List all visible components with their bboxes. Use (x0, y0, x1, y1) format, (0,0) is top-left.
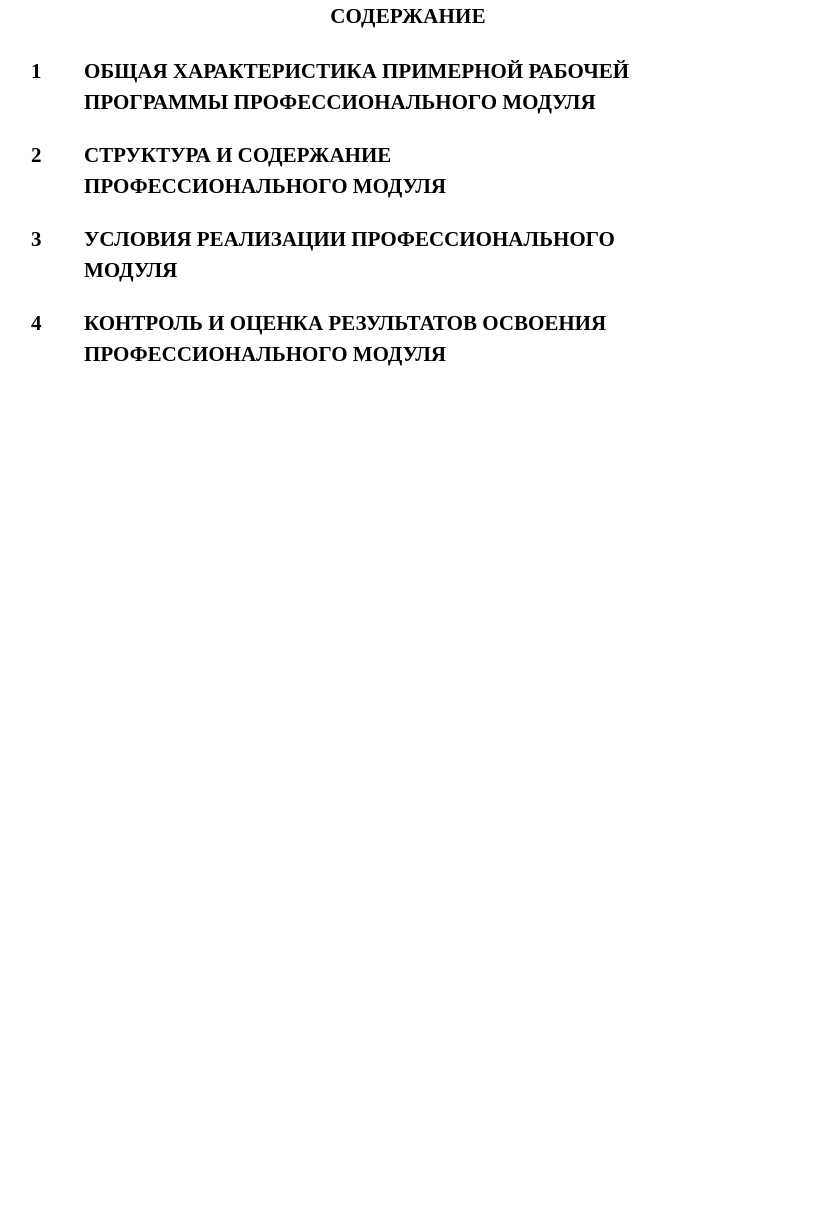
toc-item-title-line: КОНТРОЛЬ И ОЦЕНКА РЕЗУЛЬТАТОВ ОСВОЕНИЯ (84, 311, 607, 335)
toc-item-title (84, 140, 744, 202)
page-title: СОДЕРЖАНИЕ (330, 4, 486, 28)
table-of-contents (0, 56, 816, 392)
toc-item-number: 2 (31, 143, 42, 167)
toc-item-title (84, 56, 744, 118)
toc-item-number: 4 (31, 311, 42, 335)
toc-item (0, 56, 816, 140)
toc-item-number: 1 (31, 59, 42, 83)
toc-item-title-line: МОДУЛЯ (84, 258, 178, 282)
toc-item-number: 3 (31, 227, 42, 251)
toc-item (0, 224, 816, 308)
toc-item-title-line: УСЛОВИЯ РЕАЛИЗАЦИИ ПРОФЕССИОНАЛЬНОГО (84, 227, 615, 251)
toc-item-title-line: СТРУКТУРА И СОДЕРЖАНИЕ (84, 143, 392, 167)
toc-item-title (84, 224, 744, 286)
toc-item-title-line: ПРОФЕССИОНАЛЬНОГО МОДУЛЯ (84, 174, 447, 198)
toc-item (0, 308, 816, 392)
toc-item-title-line: ПРОФЕССИОНАЛЬНОГО МОДУЛЯ (84, 342, 447, 366)
toc-item-title-line: ПРОГРАММЫ ПРОФЕССИОНАЛЬНОГО МОДУЛЯ (84, 90, 596, 114)
toc-item-title-line: ОБЩАЯ ХАРАКТЕРИСТИКА ПРИМЕРНОЙ РАБОЧЕЙ (84, 59, 630, 83)
toc-item-title (84, 308, 744, 370)
toc-item (0, 140, 816, 224)
